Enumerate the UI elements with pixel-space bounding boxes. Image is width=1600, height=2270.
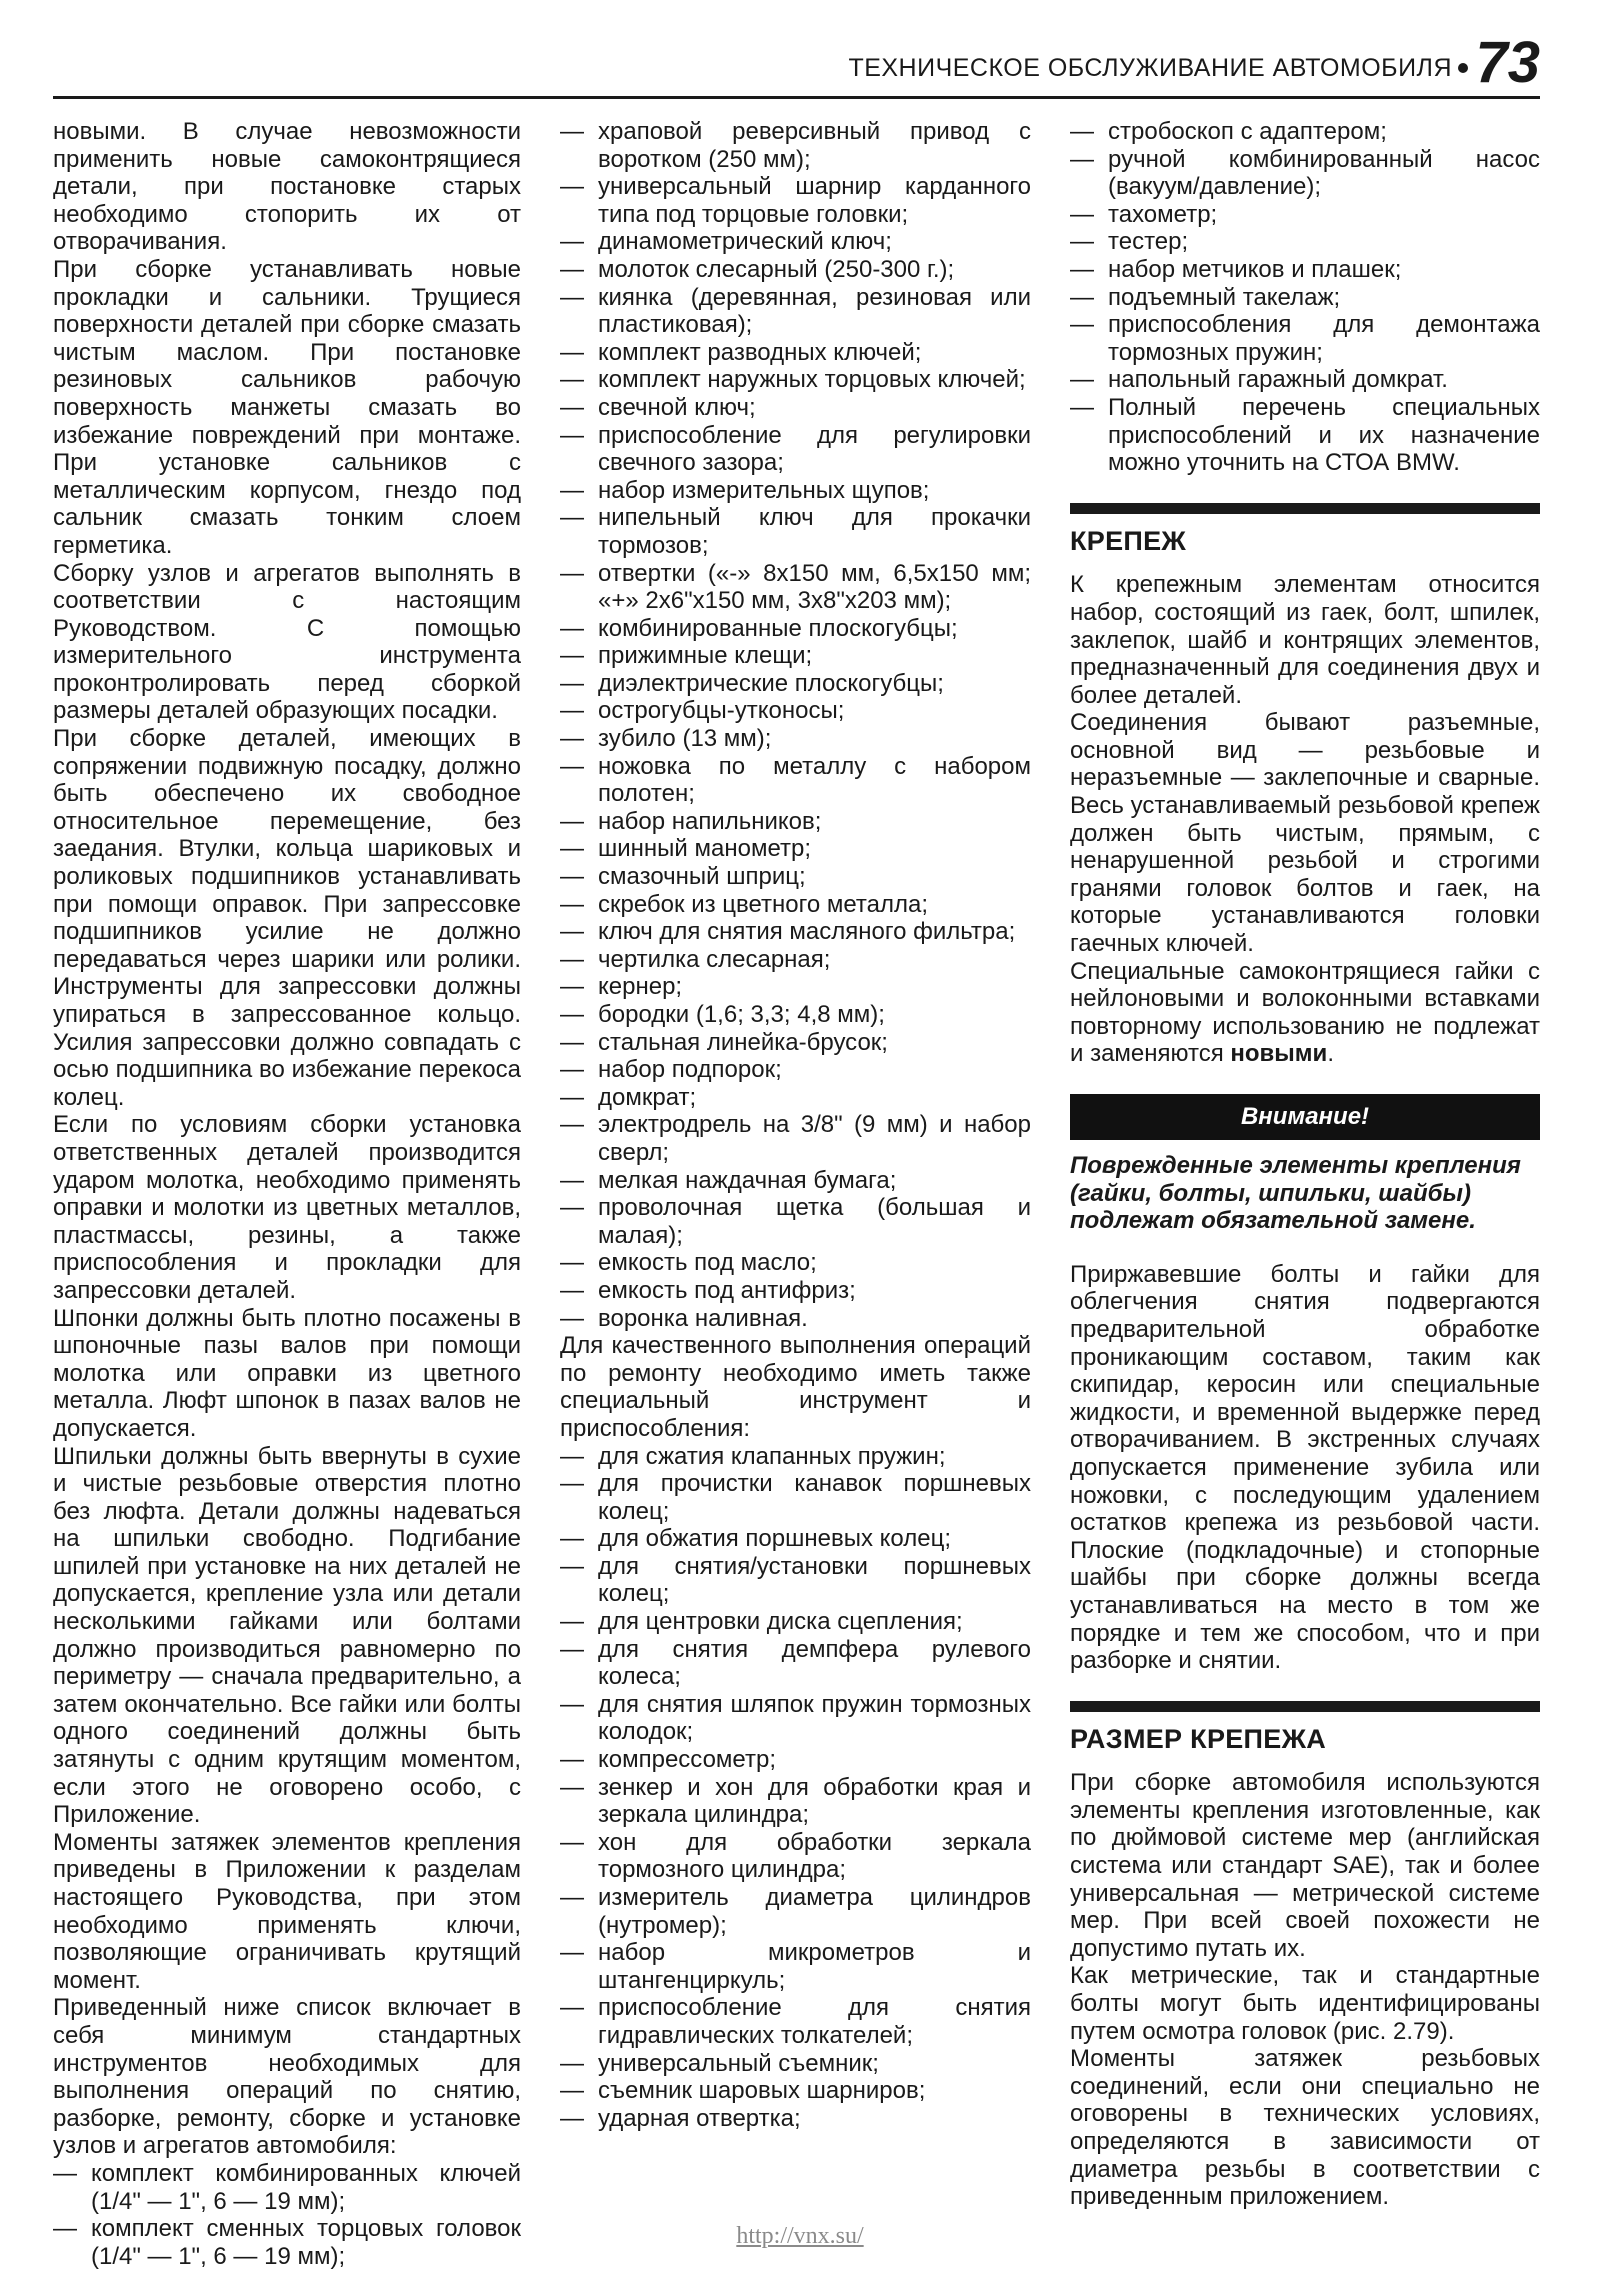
list-item: — комбинированные плоскогубцы; (560, 615, 1031, 643)
list-item: — хон для обработки зеркала тормозного цилиндра; (560, 1829, 1031, 1884)
paragraph: новыми. В случае невозможности применить новые самоконтрящиеся детали, при постановке старых необходимо стопорить их от отворачивания. (53, 118, 521, 256)
list-item: — универсальный шарнир карданного типа под торцовые головки; (560, 173, 1031, 228)
list-item: — комплект комбинированных ключей (1/4" — 1", 6 — 19 мм); (53, 2160, 521, 2215)
list-item: — напольный гаражный домкрат. (1070, 366, 1540, 394)
list-item: — для прочистки канавок поршневых колец; (560, 1470, 1031, 1525)
list-item: — набор напильников; (560, 808, 1031, 836)
list-item: — для снятия шляпок пружин тормозных колодок; (560, 1691, 1031, 1746)
list-item: — подъемный такелаж; (1070, 284, 1540, 312)
list-item: — комплект наружных торцовых ключей; (560, 366, 1031, 394)
list-item: — тахометр; (1070, 201, 1540, 229)
list-item: — для сжатия клапанных пружин; (560, 1443, 1031, 1471)
special-tools-list (560, 1443, 1031, 2133)
list-item: — для снятия/установки поршневых колец; (560, 1553, 1031, 1608)
list-item: — ключ для снятия масляного фильтра; (560, 918, 1031, 946)
list-item: — шинный манометр; (560, 835, 1031, 863)
paragraph: Шпильки должны быть ввернуты в сухие и чистые резьбовые отверстия плотно без люфта. Детали должны надеваться на шпильки свободно. Подгибание шпилей при установке на них деталей не допускается, крепление узла или детали несколькими гайками или болтами должно производиться равномерно по периметру — сначала предварительно, а затем окончательно. Все гайки или болты одного соединений должны быть затянуты с одним крутящим моментом, если этого не оговорено особо, с Приложение. (53, 1442, 521, 1829)
list-item: — измеритель диаметра цилиндров (нутромер); (560, 1884, 1031, 1939)
list-item: — электродрель на 3/8" (9 мм) и набор сверл; (560, 1111, 1031, 1166)
list-item: — киянка (деревянная, резиновая или пластиковая); (560, 284, 1031, 339)
list-item: — набор метчиков и плашек; (1070, 256, 1540, 284)
column-3 (1070, 118, 1540, 2211)
running-title: ТЕХНИЧЕСКОЕ ОБСЛУЖИВАНИЕ АВТОМОБИЛЯ (848, 54, 1452, 82)
column-2 (560, 118, 1031, 2132)
footer-link[interactable]: http://vnx.su/ (736, 2223, 864, 2249)
list-item: — бородки (1,6; 3,3; 4,8 мм); (560, 1001, 1031, 1029)
list-item: — стробоскоп с адаптером; (1070, 118, 1540, 146)
warning-banner: Внимание! (1070, 1094, 1540, 1140)
paragraph: Моменты затяжек резьбовых соединений, если они специально не оговорены в технических условиях, определяются в зависимости от диаметра резьбы в соответствии с приведенным приложением. (1070, 2045, 1540, 2211)
paragraph: Моменты затяжек элементов крепления приведены в Приложении к разделам настоящего Руководства, при этом необходимо применять ключи, позволяющие ограничивать крутящий момент. (53, 1828, 521, 1994)
paragraph: Шпонки должны быть плотно посажены в шпоночные пазы валов при помощи молотка или оправки из цветного металла. Люфт шпонок в пазах валов не допускается. (53, 1304, 521, 1442)
list-item: — набор измерительных щупов; (560, 477, 1031, 505)
list-item: — проволочная щетка (большая и малая); (560, 1194, 1031, 1249)
section-heading-fasteners: КРЕПЕЖ (1070, 503, 1540, 556)
paragraph: Как метрические, так и стандартные болты могут быть идентифицированы путем осмотра головок (рис. 2.79). (1070, 1962, 1540, 2045)
tools-list (560, 118, 1031, 1332)
list-item: — воронка наливная. (560, 1305, 1031, 1333)
list-item: — зубило (13 мм); (560, 725, 1031, 753)
list-item: — прижимные клещи; (560, 642, 1031, 670)
paragraph: При сборке деталей, имеющих в сопряжении подвижную посадку, должно быть обеспечено их свободное относительное перемещение, без заедания. Втулки, кольца шариковых и роликовых подшипников устанавливать при помощи оправок. При запрессовке подшипников усилие не должно передаваться через шарики или ролики. Инструменты для запрессовки должны упираться в запрессованное кольцо. Усилия запрессовки должно совпадать с осью подшипника во избежание перекоса колец. (53, 725, 521, 1111)
list-item: — острогубцы-утконосы; (560, 697, 1031, 725)
list-item: — стальная линейка-брусок; (560, 1029, 1031, 1057)
list-item: — молоток слесарный (250-300 г.); (560, 256, 1031, 284)
list-item: — приспособление для регулировки свечного зазора; (560, 422, 1031, 477)
list-item: — компрессометр; (560, 1746, 1031, 1774)
list-item: — ударная отвертка; (560, 2105, 1031, 2133)
list-item: — Полный перечень специальных приспособлений и их назначение можно уточнить на СТОА BMW. (1070, 394, 1540, 477)
paragraph: К крепежным элементам относится набор, состоящий из гаек, болт, шпилек, заклепок, шайб и контрящих элементов, предназначенный для соединения двух и более деталей. (1070, 571, 1540, 709)
paragraph: При сборке автомобиля используются элементы крепления изготовленные, как по дюймовой системе мер (английская система или стандарт SAE), так и более универсальная — метрической системе мер. При всей своей похожести не допустимо путать их. (1070, 1769, 1540, 1962)
text-run: Специальные самоконтрящиеся гайки с нейлоновыми и волоконными вставками повторному использованию не подлежат и заменяются (1070, 957, 1540, 1068)
list-item: — набор микрометров и штангенциркуль; (560, 1939, 1031, 1994)
list-item: — отвертки («-» 8х150 мм, 6,5х150 мм; «+» 2х6"х150 мм, 3х8"х203 мм); (560, 560, 1031, 615)
list-item: — приспособления для демонтажа тормозных пружин; (1070, 311, 1540, 366)
list-item: — ножовка по металлу с набором полотен; (560, 753, 1031, 808)
list-item: — храповой реверсивный привод с воротком (250 мм); (560, 118, 1031, 173)
list-item: — ручной комбинированный насос (вакуум/давление); (1070, 146, 1540, 201)
list-item: — свечной ключ; (560, 394, 1031, 422)
page-header (53, 30, 1540, 99)
page-number: 73 (1475, 30, 1540, 95)
paragraph: Приведенный ниже список включает в себя минимум стандартных инструментов необходимых для выполнения операций по снятию, разборке, ремонту, сборке и установке узлов и агрегатов автомобиля: (53, 1994, 521, 2160)
column-1 (53, 118, 521, 2270)
paragraph: Сборку узлов и агрегатов выполнять в соответствии с настоящим Руководством. С помощью измерительного инструмента проконтролировать перед сборкой размеры деталей образующих посадки. (53, 559, 521, 725)
bold-text: новыми (1230, 1040, 1328, 1068)
list-item: — скребок из цветного металла; (560, 891, 1031, 919)
list-item: — для центровки диска сцепления; (560, 1608, 1031, 1636)
paragraph (1070, 958, 1540, 1068)
list-item: — емкость под масло; (560, 1249, 1031, 1277)
paragraph: При сборке устанавливать новые прокладки и сальники. Трущиеся поверхности деталей при сборке смазать чистым маслом. При постановке резиновых сальников рабочую поверхность манжеты смазать во избежание повреждений при монтаже. При установке сальников с металлическим корпусом, гнездо под сальник смазать тонким слоем герметика. (53, 255, 521, 559)
list-item: — диэлектрические плоскогубцы; (560, 670, 1031, 698)
list-item: — комплект сменных торцовых головок (1/4" — 1", 6 — 19 мм); (53, 2215, 521, 2270)
tools-list-continued (1070, 118, 1540, 477)
list-item: — набор подпорок; (560, 1056, 1031, 1084)
list-item: — зенкер и хон для обработки края и зеркала цилиндра; (560, 1774, 1031, 1829)
list-item: — динамометрический ключ; (560, 228, 1031, 256)
list-item: — смазочный шприц; (560, 863, 1031, 891)
paragraph: Соединения бывают разъемные, основной вид — резьбовые и неразъемные — заклепочные и сварные. Весь устанавливаемый резьбовой крепеж должен быть чистым, прямым, с ненарушенной резьбой и строгими гранями головок болтов и гаек, на которые устанавливаются головки гаечных ключей. (1070, 709, 1540, 958)
spacer (1070, 1235, 1540, 1261)
section-heading-fastener-size: РАЗМЕР КРЕПЕЖА (1070, 1701, 1540, 1754)
list-item: — приспособление для снятия гидравлических толкателей; (560, 1994, 1031, 2049)
paragraph: Приржавевшие болты и гайки для облегчения снятия подвергаются предварительной обработке проникающим составом, таким как скипидар, керосин или специальные жидкости, и временной выдержке перед отворачиванием. В экстренных случаях допускается применение зубила или ножовки, с последующим удалением остатков крепежа из резьбовой части. Плоские (подкладочные) и стопорные шайбы при сборке должны всегда устанавливаться на место в том же порядке и тем же способом, что и при разборке и снятии. (1070, 1260, 1540, 1675)
paragraph: Если по условиям сборки установка ответственных деталей производится ударом молотка, необходимо применять оправки и молотки из цветных металлов, пластмассы, резины, а также приспособления и прокладки для запрессовки деталей. (53, 1111, 521, 1304)
bullet-dot-icon (1458, 63, 1468, 73)
warning-text: Поврежденные элементы крепления (гайки, болты, шпильки, шайбы) подлежат обязательной замене. (1070, 1152, 1521, 1235)
list-item: — тестер; (1070, 228, 1540, 256)
list-item: — нипельный ключ для прокачки тормозов; (560, 504, 1031, 559)
list-item: — чертилка слесарная; (560, 946, 1031, 974)
list-item: — домкрат; (560, 1084, 1031, 1112)
list-item: — для снятия демпфера рулевого колеса; (560, 1636, 1031, 1691)
list-item: — мелкая наждачная бумага; (560, 1167, 1031, 1195)
list-item: — комплект разводных ключей; (560, 339, 1031, 367)
list-item: — кернер; (560, 973, 1031, 1001)
paragraph: Для качественного выполнения операций по ремонту необходимо иметь также специальный инструмент и приспособления: (560, 1332, 1031, 1442)
list-item: — универсальный съемник; (560, 2050, 1031, 2078)
list-item: — емкость под антифриз; (560, 1277, 1031, 1305)
list-item: — для обжатия поршневых колец; (560, 1525, 1031, 1553)
text-run: . (1327, 1040, 1334, 1068)
list-item: — съемник шаровых шарниров; (560, 2077, 1031, 2105)
